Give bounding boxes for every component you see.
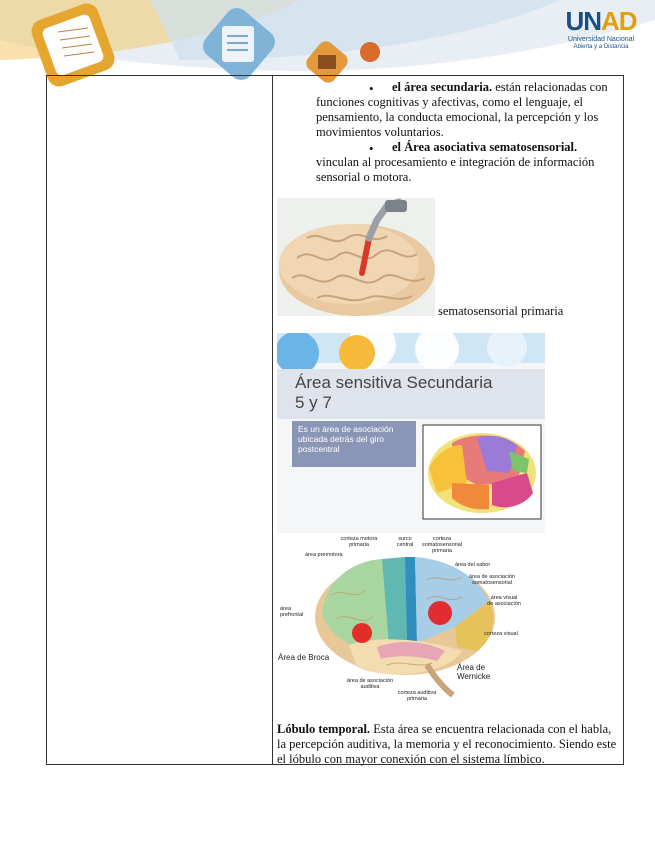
bullet-text: vinculan al procesamiento e integración de información sensorial o motora.: [316, 155, 595, 184]
slide-title-line2: 5 y 7: [295, 393, 332, 412]
logo-mark: UNAD: [565, 6, 637, 36]
slide-image: [277, 333, 545, 533]
label-somatosensory-assoc: área de asociación somatosensorial: [468, 574, 516, 586]
figure-caption: sematosensorial primaria: [438, 304, 564, 318]
column-divider: [272, 76, 273, 764]
label-taste: área del sabor: [455, 562, 491, 568]
label-auditory: corteza auditiva primaria: [397, 690, 437, 702]
temporal-lobe-paragraph: [277, 722, 622, 767]
logo-line2: Abierta y a Distancia: [573, 44, 629, 50]
brain-areas-drawing: [277, 535, 522, 707]
label-premotor: área premotora: [305, 552, 343, 558]
bullet-bold-text: el área secundaria.: [392, 80, 493, 94]
label-auditory-assoc: área de asociación auditiva: [346, 678, 394, 690]
bullet-marker: •: [369, 141, 374, 156]
slide-title: [295, 373, 493, 413]
label-broca: Área de Broca: [278, 653, 330, 662]
label-visual-assoc: área visual de asociación: [487, 595, 521, 607]
bullet-marker: •: [369, 81, 374, 96]
temporal-lobe-title: Lóbulo temporal.: [277, 722, 371, 736]
bullet-item-secondary-area: [316, 80, 622, 140]
label-central-sulcus: surco central: [396, 536, 414, 548]
bullet-text: están relacionadas con funciones cognitivas y afectivas, como el lenguaje, el pensamiento, la conducta emocional, la percepción y los movimientos voluntarios.: [316, 80, 608, 139]
bullet-bold-text: el Área asociativa sematosensorial.: [392, 140, 578, 154]
brain-hand-illustration: [277, 198, 435, 316]
brain-hand-image: [277, 198, 435, 316]
label-prefrontal: área prefrontal: [280, 606, 304, 618]
label-motor-cortex: corteza motora primaria: [340, 536, 378, 548]
label-visual: corteza visual: [484, 631, 518, 637]
label-wernicke: Área de Wernicke: [457, 663, 491, 681]
logo-line1: Universidad Nacional: [567, 36, 635, 43]
bullet-item-association-area: [316, 140, 622, 185]
colored-brain-map: [428, 433, 536, 513]
slide-title-line1: Área sensitiva Secundaria: [295, 373, 493, 392]
brain-areas-diagram: [277, 535, 522, 707]
temporal-lobe-text: Esta área se encuentra relacionada con el habla, la percepción auditiva, la memoria y el reconocimiento. Siendo este el lóbulo con mayor conexión con el sistema límbico.: [277, 722, 617, 766]
unad-logo: [561, 4, 641, 70]
label-somatosensory: corteza somatosensorial primaria: [421, 536, 463, 554]
slide-text-box: Es un área de asociación ubicada detrás del giro postcentral: [292, 421, 416, 467]
